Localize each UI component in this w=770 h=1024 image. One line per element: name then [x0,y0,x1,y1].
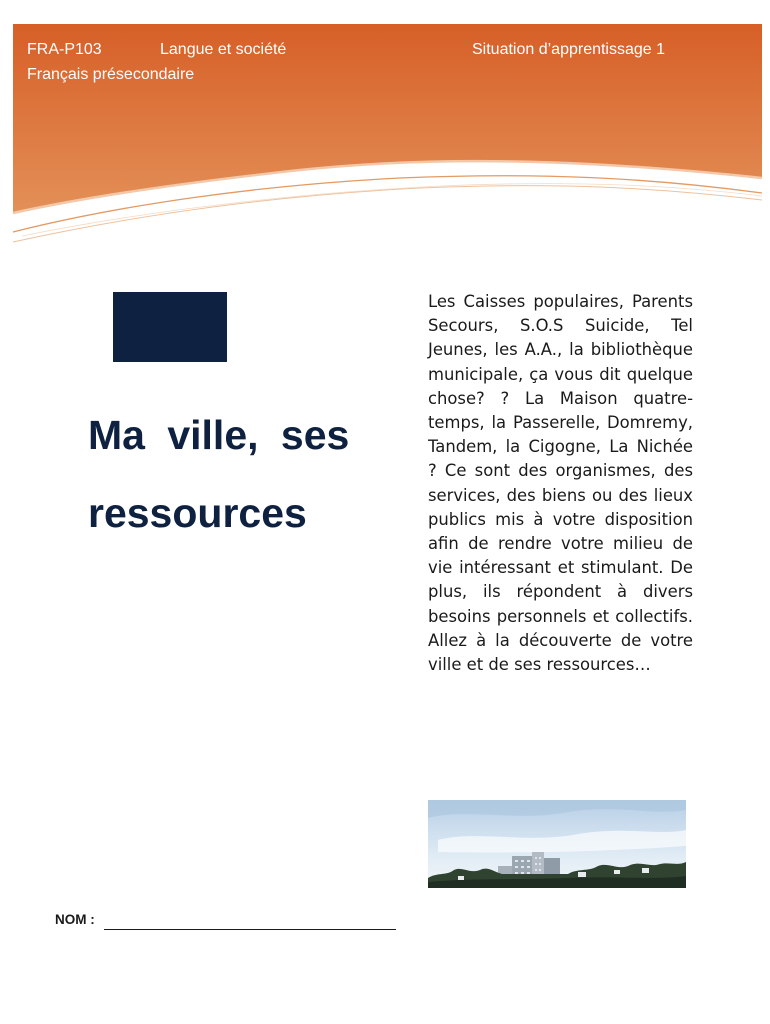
intro-paragraph: Les Caisses populaires, Parents Secours, S.O.S Suicide, Tel Jeunes, les A.A., la bibliothèque municipale, ça vous dit quelque chose? ? La Maison quatre-temps, la Passerelle, Domremy, Tandem, la Cigogne, La Nichée ? Ce sont des organismes, des services, des biens ou des lieux publics mis à votre disposition afin de rendre votre milieu de vie intéressant et stimulant. De plus, ils répondent à divers besoins personnels et collectifs. Allez à la découverte de votre ville et de ses ressources… [428,292,693,675]
banner-background [0,0,770,260]
title-line-1: Ma ville, ses [88,412,350,458]
course-code: FRA-P103 [27,41,102,58]
course-name: Langue et société [160,41,287,58]
decorative-block [113,292,227,362]
name-label: NOM : [55,912,95,927]
page-title [88,396,388,552]
situation-label: Situation d’apprentissage 1 [472,41,666,58]
header-banner [0,0,770,260]
city-photo [428,800,686,888]
title-line-2: ressources [88,490,307,536]
name-input-line[interactable] [104,929,396,930]
city-skyline-image [428,800,686,888]
level-label: Français présecondaire [27,66,195,83]
